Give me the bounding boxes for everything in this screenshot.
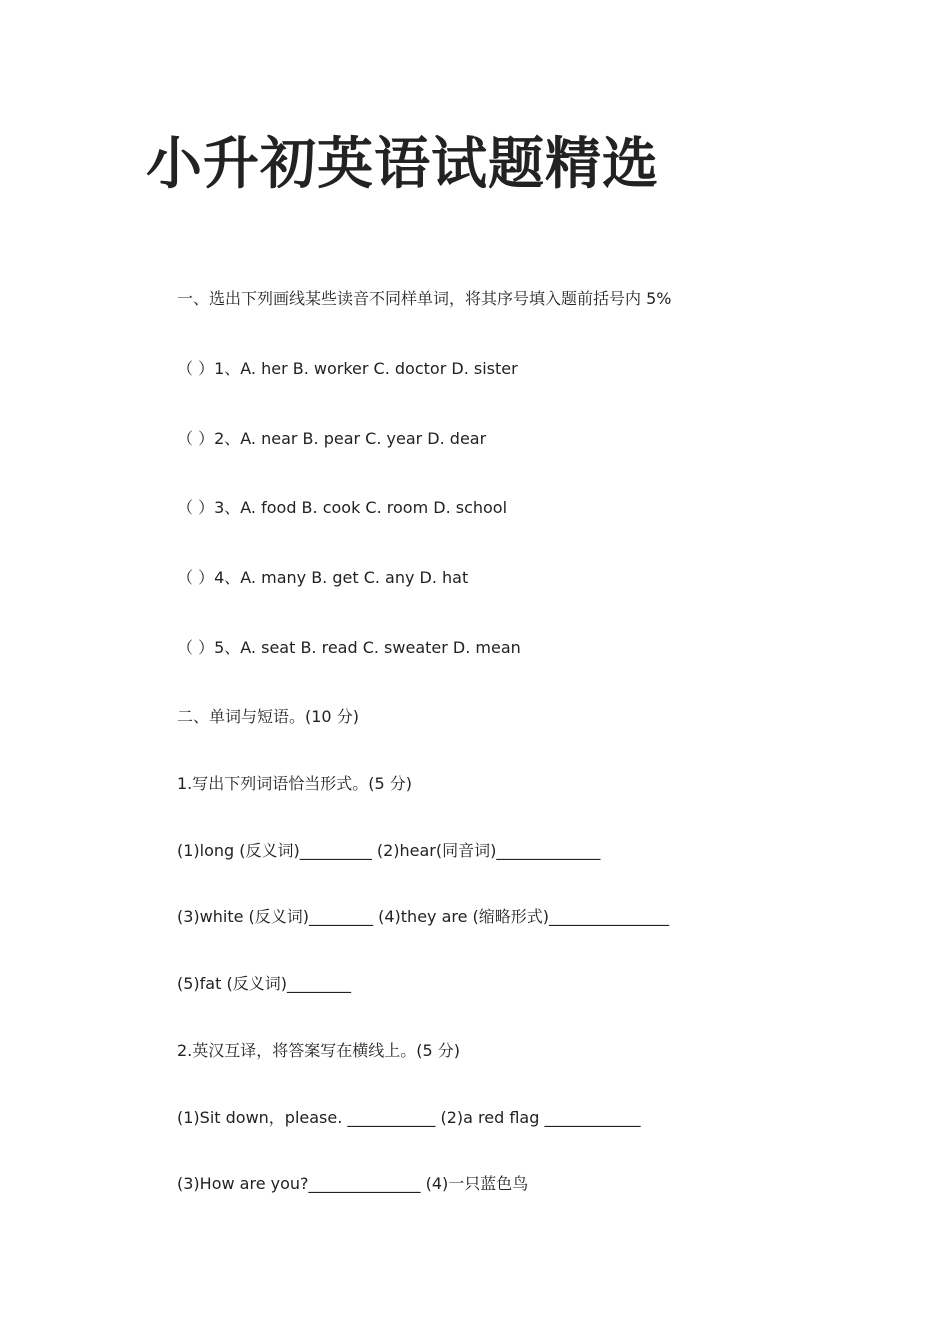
document-title: 小升初英语试题精选 bbox=[146, 131, 659, 197]
section2-heading: 二、单词与短语。(10 分) bbox=[177, 707, 359, 726]
exercise-line: (3)white (反义词)________ (4)they are (缩略形式)_______________ bbox=[177, 907, 670, 926]
question-item: （ ）3、A. food B. cook C. room D. school bbox=[177, 498, 508, 517]
exercise-line: (5)fat (反义词)________ bbox=[177, 974, 351, 993]
part1-heading: 1.写出下列词语恰当形式。(5 分) bbox=[177, 774, 413, 793]
exercise-line: (3)How are you?______________ (4)一只蓝色鸟 bbox=[177, 1174, 529, 1193]
question-item: （ ）1、A. her B. worker C. doctor D. sister bbox=[177, 359, 518, 378]
part2-heading: 2.英汉互译，将答案写在横线上。(5 分) bbox=[177, 1041, 461, 1060]
question-item: （ ）5、A. seat B. read C. sweater D. mean bbox=[177, 638, 521, 657]
exercise-line: (1)Sit down，please. ___________ (2)a red flag ____________ bbox=[177, 1108, 641, 1127]
exercise-line: (1)long (反义词)_________ (2)hear(同音词)_____________ bbox=[177, 841, 601, 860]
section1-heading: 一、选出下列画线某些读音不同样单词，将其序号填入题前括号内 5% bbox=[177, 289, 672, 308]
question-item: （ ）2、A. near B. pear C. year D. dear bbox=[177, 429, 487, 448]
question-item: （ ）4、A. many B. get C. any D. hat bbox=[177, 568, 469, 587]
